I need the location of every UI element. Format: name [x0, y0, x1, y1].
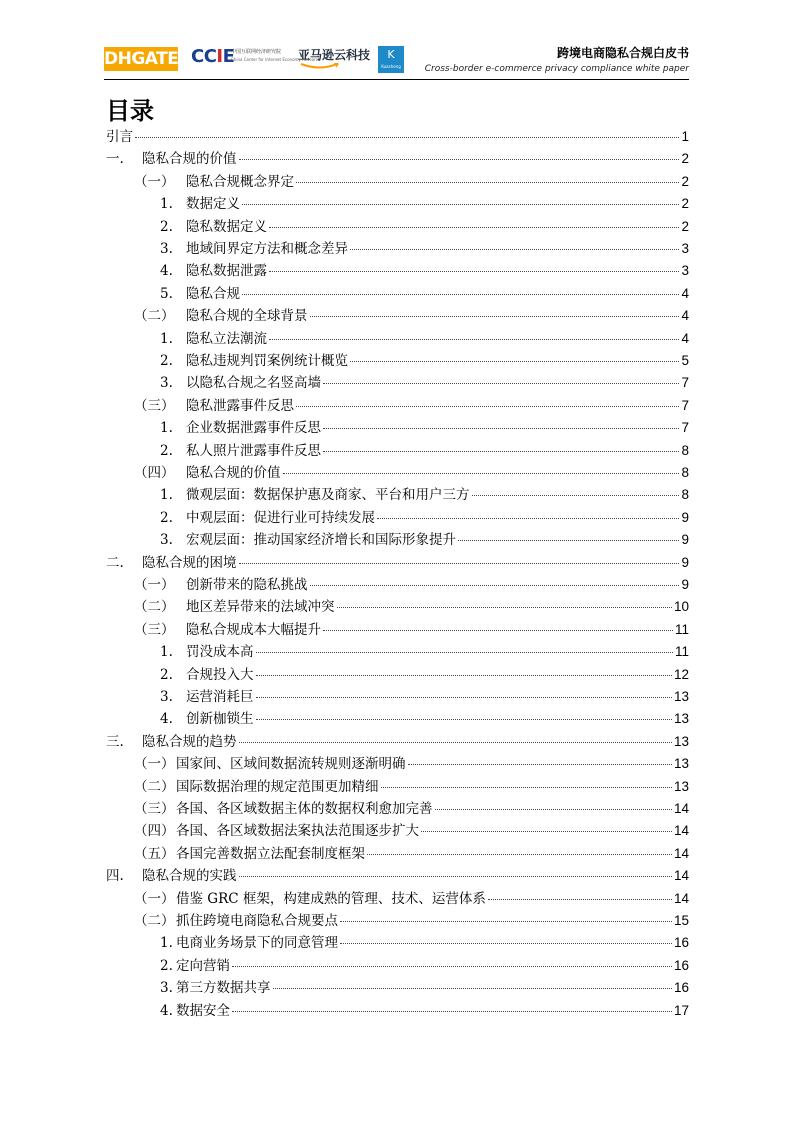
- toc-entry-page-number: 14: [673, 823, 689, 839]
- toc-entry-label: 私人照片泄露事件反思: [186, 442, 321, 459]
- toc-dot-leader: [256, 719, 672, 720]
- toc-entry[interactable]: [134, 598, 689, 616]
- toc-entry[interactable]: [160, 419, 689, 437]
- toc-entry-label: 定向营销: [176, 957, 230, 974]
- toc-entry-page-number: 8: [681, 487, 689, 503]
- toc-entry-page-number: 1: [681, 129, 689, 144]
- toc-entry[interactable]: [134, 576, 689, 594]
- toc-entry-page-number: 3: [681, 241, 689, 256]
- toc-entry-page-number: 10: [673, 599, 689, 615]
- toc-dot-leader: [296, 406, 679, 407]
- toc-entry-number: （四）: [134, 823, 175, 840]
- toc-entry-page-number: 2: [681, 196, 689, 212]
- toc-entry-page-number: 13: [673, 711, 689, 727]
- toc-entry-page-number: 4: [681, 308, 689, 324]
- partner-logo: [378, 46, 404, 73]
- toc-entry[interactable]: [160, 330, 689, 348]
- toc-entry-number: 2.: [160, 957, 173, 974]
- toc-entry-number: 二.: [106, 554, 124, 571]
- toc-heading: 目录: [106, 97, 154, 125]
- toc-dot-leader: [273, 988, 672, 989]
- toc-entry-number: 4.: [160, 263, 173, 280]
- toc-dot-leader: [283, 473, 680, 474]
- toc-dot-leader: [435, 809, 672, 810]
- toc-entry-page-number: 11: [674, 621, 689, 637]
- toc-entry[interactable]: [160, 934, 689, 952]
- toc-entry-number: （一）: [134, 577, 175, 593]
- toc-dot-leader: [350, 249, 679, 250]
- toc-entry[interactable]: [160, 442, 689, 460]
- toc-entry-page-number: 2: [681, 151, 689, 167]
- toc-entry[interactable]: [160, 509, 689, 527]
- toc-entry-label: 隐私合规: [186, 285, 240, 302]
- toc-entry-page-number: 4: [681, 285, 689, 301]
- toc-entry-page-number: 13: [673, 756, 689, 772]
- toc-dot-leader: [256, 697, 672, 698]
- toc-dot-leader: [135, 137, 679, 138]
- toc-entry-number: 5.: [160, 285, 173, 302]
- toc-entry-label: 各国、各区域数据法案执法范围逐步扩大: [176, 823, 419, 840]
- toc-entry-page-number: 5: [681, 353, 689, 368]
- toc-dot-leader: [239, 742, 672, 743]
- amazon-smile-icon: [300, 63, 340, 70]
- toc-dot-leader: [381, 787, 672, 788]
- toc-entry-page-number: 13: [673, 733, 689, 749]
- toc-entry-label: 隐私合规成本大幅提升: [186, 621, 321, 638]
- toc-entry[interactable]: [160, 218, 689, 236]
- toc-entry-label: 隐私合规的困境: [142, 554, 237, 571]
- toc-dot-leader: [239, 876, 672, 877]
- toc-entry-page-number: 13: [673, 689, 689, 704]
- toc-entry[interactable]: [160, 240, 689, 258]
- toc-entry-label: 地区差异带来的法域冲突: [186, 599, 335, 616]
- toc-entry-number: 四.: [106, 868, 124, 885]
- toc-entry-label: 以隐私合规之名竖高墙: [186, 375, 321, 392]
- toc-entry-number: 3.: [160, 532, 173, 549]
- toc-entry-page-number: 15: [673, 913, 689, 928]
- toc-entry-page-number: 14: [673, 890, 689, 906]
- ccie-logo: [191, 46, 321, 72]
- toc-entry-number: （二）: [134, 913, 175, 929]
- toc-dot-leader: [421, 831, 672, 832]
- toc-entry-number: 3.: [160, 980, 173, 997]
- toc-entry-page-number: 13: [673, 778, 689, 794]
- toc-entry[interactable]: [106, 150, 689, 168]
- toc-entry-number: （二）: [134, 778, 175, 795]
- toc-entry[interactable]: [160, 374, 689, 392]
- toc-dot-leader: [242, 204, 679, 205]
- toc-entry[interactable]: [134, 822, 689, 840]
- toc-entry-number: 3.: [160, 241, 173, 257]
- toc-entry-page-number: 14: [673, 868, 689, 884]
- toc-entry-label: 隐私数据泄露: [186, 263, 267, 280]
- toc-entry-number: （一）: [134, 890, 175, 907]
- toc-dot-leader: [340, 943, 672, 944]
- toc-entry-number: （五）: [134, 845, 175, 862]
- toc-entry[interactable]: [134, 845, 689, 863]
- toc-entry-label: 隐私合规的价值: [186, 465, 281, 481]
- toc-entry-page-number: 3: [681, 263, 689, 279]
- toc-entry[interactable]: [134, 621, 689, 639]
- toc-entry-page-number: 16: [673, 957, 689, 973]
- toc-entry[interactable]: [160, 285, 689, 303]
- toc-dot-leader: [323, 428, 679, 429]
- toc-entry-label: 各国、各区域数据主体的数据权利愈加完善: [176, 801, 433, 817]
- ccie-logo-subtitle-en: China Center for Internet Economy Research: [231, 57, 321, 62]
- toc-entry-number: （二）: [134, 308, 175, 325]
- toc-entry-page-number: 9: [681, 532, 689, 548]
- toc-entry[interactable]: [106, 867, 689, 885]
- toc-dot-leader: [269, 271, 679, 272]
- toc-entry-number: 2.: [160, 509, 173, 526]
- toc-entry-label: 罚没成本高: [186, 644, 254, 661]
- toc-entry-page-number: 14: [673, 801, 689, 816]
- toc-entry-label: 国家间、区域间数据流转规则逐渐明确: [176, 756, 406, 773]
- document-title: 跨境电商隐私合规白皮书: [556, 46, 689, 60]
- toc-dot-leader: [323, 451, 679, 452]
- toc-entry-label: 借鉴 GRC 框架，构建成熟的管理、技术、运营体系: [176, 890, 486, 907]
- toc-entry-label: 企业数据泄露事件反思: [186, 420, 321, 437]
- toc-entry-label: 宏观层面：推动国家经济增长和国际形象提升: [186, 532, 456, 549]
- toc-dot-leader: [296, 182, 679, 183]
- toc-dot-leader: [256, 652, 673, 653]
- toc-entry[interactable]: [106, 554, 689, 572]
- toc-entry-page-number: 2: [681, 173, 689, 189]
- toc-dot-leader: [256, 675, 672, 676]
- toc-dot-leader: [310, 316, 680, 317]
- toc-entry-number: 3.: [160, 375, 173, 392]
- toc-entry-label: 微观层面：数据保护惠及商家、平台和用户三方: [186, 487, 470, 504]
- toc-entry[interactable]: [160, 1002, 689, 1020]
- toc-entry-number: （四）: [134, 465, 175, 481]
- toc-entry[interactable]: [134, 307, 689, 325]
- toc-entry-page-number: 7: [681, 397, 689, 413]
- toc-entry[interactable]: [134, 778, 689, 796]
- amazon-cloud-logo-text: 亚马逊云科技: [298, 48, 371, 62]
- toc-entry-page-number: 12: [673, 666, 689, 682]
- toc-entry-page-number: 7: [681, 420, 689, 436]
- toc-entry-number: 2.: [160, 666, 173, 683]
- toc-entry-number: 三.: [106, 733, 124, 750]
- toc-entry-number: （三）: [134, 801, 175, 817]
- toc-dot-leader: [269, 227, 679, 228]
- toc-entry-number: 1.: [160, 420, 173, 437]
- toc-entry-page-number: 16: [673, 980, 689, 996]
- toc-entry-number: 1.: [160, 935, 173, 952]
- toc-dot-leader: [340, 921, 672, 922]
- dhgate-logo: DHGATE: [104, 49, 179, 69]
- toc-entry-number: 1.: [160, 644, 173, 661]
- toc-dot-leader: [269, 339, 679, 340]
- toc-entry-number: 4.: [160, 1002, 173, 1019]
- toc-entry-page-number: 9: [681, 554, 689, 570]
- toc-entry[interactable]: [134, 173, 689, 191]
- toc-entry[interactable]: [134, 800, 689, 818]
- toc-entry-label: 隐私合规的实践: [142, 868, 237, 885]
- toc-entry-label: 国际数据治理的规定范围更加精细: [176, 778, 379, 795]
- partner-logo-glyph: K: [387, 48, 395, 61]
- toc-entry-number: （一）: [134, 173, 175, 190]
- toc-entry-label: 第三方数据共享: [176, 980, 271, 997]
- toc-entry-label: 创新枷锁生: [186, 711, 254, 728]
- toc-entry[interactable]: [160, 666, 689, 684]
- toc-entry-label: 隐私合规概念界定: [186, 173, 294, 190]
- ccie-logo-mark: CCIE: [191, 46, 235, 67]
- toc-entry-number: （三）: [134, 621, 175, 638]
- toc-entry-page-number: 14: [673, 845, 689, 861]
- toc-entry[interactable]: [160, 486, 689, 504]
- toc-dot-leader: [242, 294, 679, 295]
- toc-entry-label: 隐私合规的全球背景: [186, 308, 308, 325]
- toc-entry[interactable]: [160, 262, 689, 280]
- toc-entry-number: 1.: [160, 330, 173, 347]
- toc-entry[interactable]: [160, 531, 689, 549]
- toc-entry-label: 数据安全: [176, 1002, 230, 1019]
- toc-entry-page-number: 8: [681, 465, 689, 480]
- toc-entry[interactable]: [160, 710, 689, 728]
- toc-entry-number: 2.: [160, 353, 173, 369]
- toc-entry-number: 一.: [106, 151, 124, 168]
- toc-entry[interactable]: [134, 397, 689, 415]
- toc-dot-leader: [488, 899, 672, 900]
- toc-entry-number: （一）: [134, 756, 175, 773]
- toc-entry-number: （二）: [134, 599, 175, 616]
- toc-entry-number: 1.: [160, 487, 173, 504]
- toc-entry-label: 电商业务场景下的同意管理: [176, 935, 338, 952]
- toc-entry-page-number: 11: [674, 644, 689, 660]
- toc-entry-label: 合规投入大: [186, 666, 254, 683]
- toc-entry-label: 数据定义: [186, 196, 240, 213]
- toc-dot-leader: [239, 159, 680, 160]
- toc-entry-page-number: 4: [681, 330, 689, 346]
- toc-entry[interactable]: [134, 890, 689, 908]
- toc-entry[interactable]: [160, 643, 689, 661]
- toc-entry-page-number: 17: [673, 1002, 689, 1018]
- toc-entry-number: 2.: [160, 218, 173, 235]
- toc-dot-leader: [323, 630, 673, 631]
- toc-dot-leader: [239, 563, 680, 564]
- toc-entry-label: 隐私立法潮流: [186, 330, 267, 347]
- toc-entry[interactable]: [134, 464, 689, 482]
- toc-entry-page-number: 7: [681, 375, 689, 391]
- toc-entry-label: 各国完善数据立法配套制度框架: [176, 845, 365, 862]
- toc-entry[interactable]: [160, 195, 689, 213]
- toc-entry-label: 抓住跨境电商隐私合规要点: [176, 913, 338, 929]
- toc-dot-leader: [310, 585, 680, 586]
- toc-entry-label: 隐私违规判罚案例统计概览: [186, 353, 348, 369]
- toc-entry[interactable]: [160, 688, 689, 706]
- toc-entry-page-number: 9: [681, 509, 689, 525]
- toc-entry-number: 1.: [160, 196, 173, 213]
- toc-entry-page-number: 16: [673, 935, 689, 951]
- toc-entry-label: 运营消耗巨: [186, 689, 254, 705]
- toc-entry[interactable]: [106, 128, 689, 146]
- toc-entry-page-number: 9: [681, 577, 689, 592]
- toc-entry-label: 创新带来的隐私挑战: [186, 577, 308, 593]
- page-header: [0, 0, 793, 90]
- toc-dot-leader: [232, 966, 672, 967]
- toc-entry[interactable]: [160, 352, 689, 370]
- toc-dot-leader: [323, 383, 679, 384]
- toc-dot-leader: [408, 764, 672, 765]
- toc-dot-leader: [458, 540, 679, 541]
- header-divider: [104, 79, 689, 80]
- toc-entry-label: 隐私合规的趋势: [142, 733, 237, 750]
- toc-entry-label: 引言: [106, 129, 133, 145]
- ccie-logo-subtitle: 中国互联网经济研究院: [231, 49, 282, 55]
- toc-dot-leader: [367, 854, 672, 855]
- toc-dot-leader: [377, 518, 679, 519]
- toc-entry-number: 4.: [160, 711, 173, 728]
- toc-entry-label: 隐私合规的价值: [142, 151, 237, 168]
- document-subtitle: Cross-border e-commerce privacy compliance white paper: [424, 64, 689, 74]
- toc-entry-label: 隐私数据定义: [186, 218, 267, 235]
- toc-entry[interactable]: [160, 979, 689, 997]
- toc-entry-page-number: 2: [681, 218, 689, 234]
- toc-entry-number: 3.: [160, 689, 173, 705]
- toc-entry[interactable]: [106, 733, 689, 751]
- toc-dot-leader: [337, 607, 672, 608]
- toc-entry-page-number: 8: [681, 442, 689, 458]
- toc-entry[interactable]: [134, 755, 689, 773]
- toc-entry-label: 地域间界定方法和概念差异: [186, 241, 348, 257]
- partner-logo-text: Kuasheng: [381, 64, 401, 69]
- toc-dot-leader: [232, 1011, 672, 1012]
- toc-entry[interactable]: [134, 912, 689, 930]
- toc-entry-number: （三）: [134, 397, 175, 414]
- toc-entry[interactable]: [160, 957, 689, 975]
- amazon-cloud-logo: [298, 47, 372, 73]
- toc-entry-label: 隐私泄露事件反思: [186, 397, 294, 414]
- toc-entry-label: 中观层面：促进行业可持续发展: [186, 509, 375, 526]
- toc-dot-leader: [472, 495, 680, 496]
- toc-entry-number: 2.: [160, 442, 173, 459]
- toc-dot-leader: [350, 361, 679, 362]
